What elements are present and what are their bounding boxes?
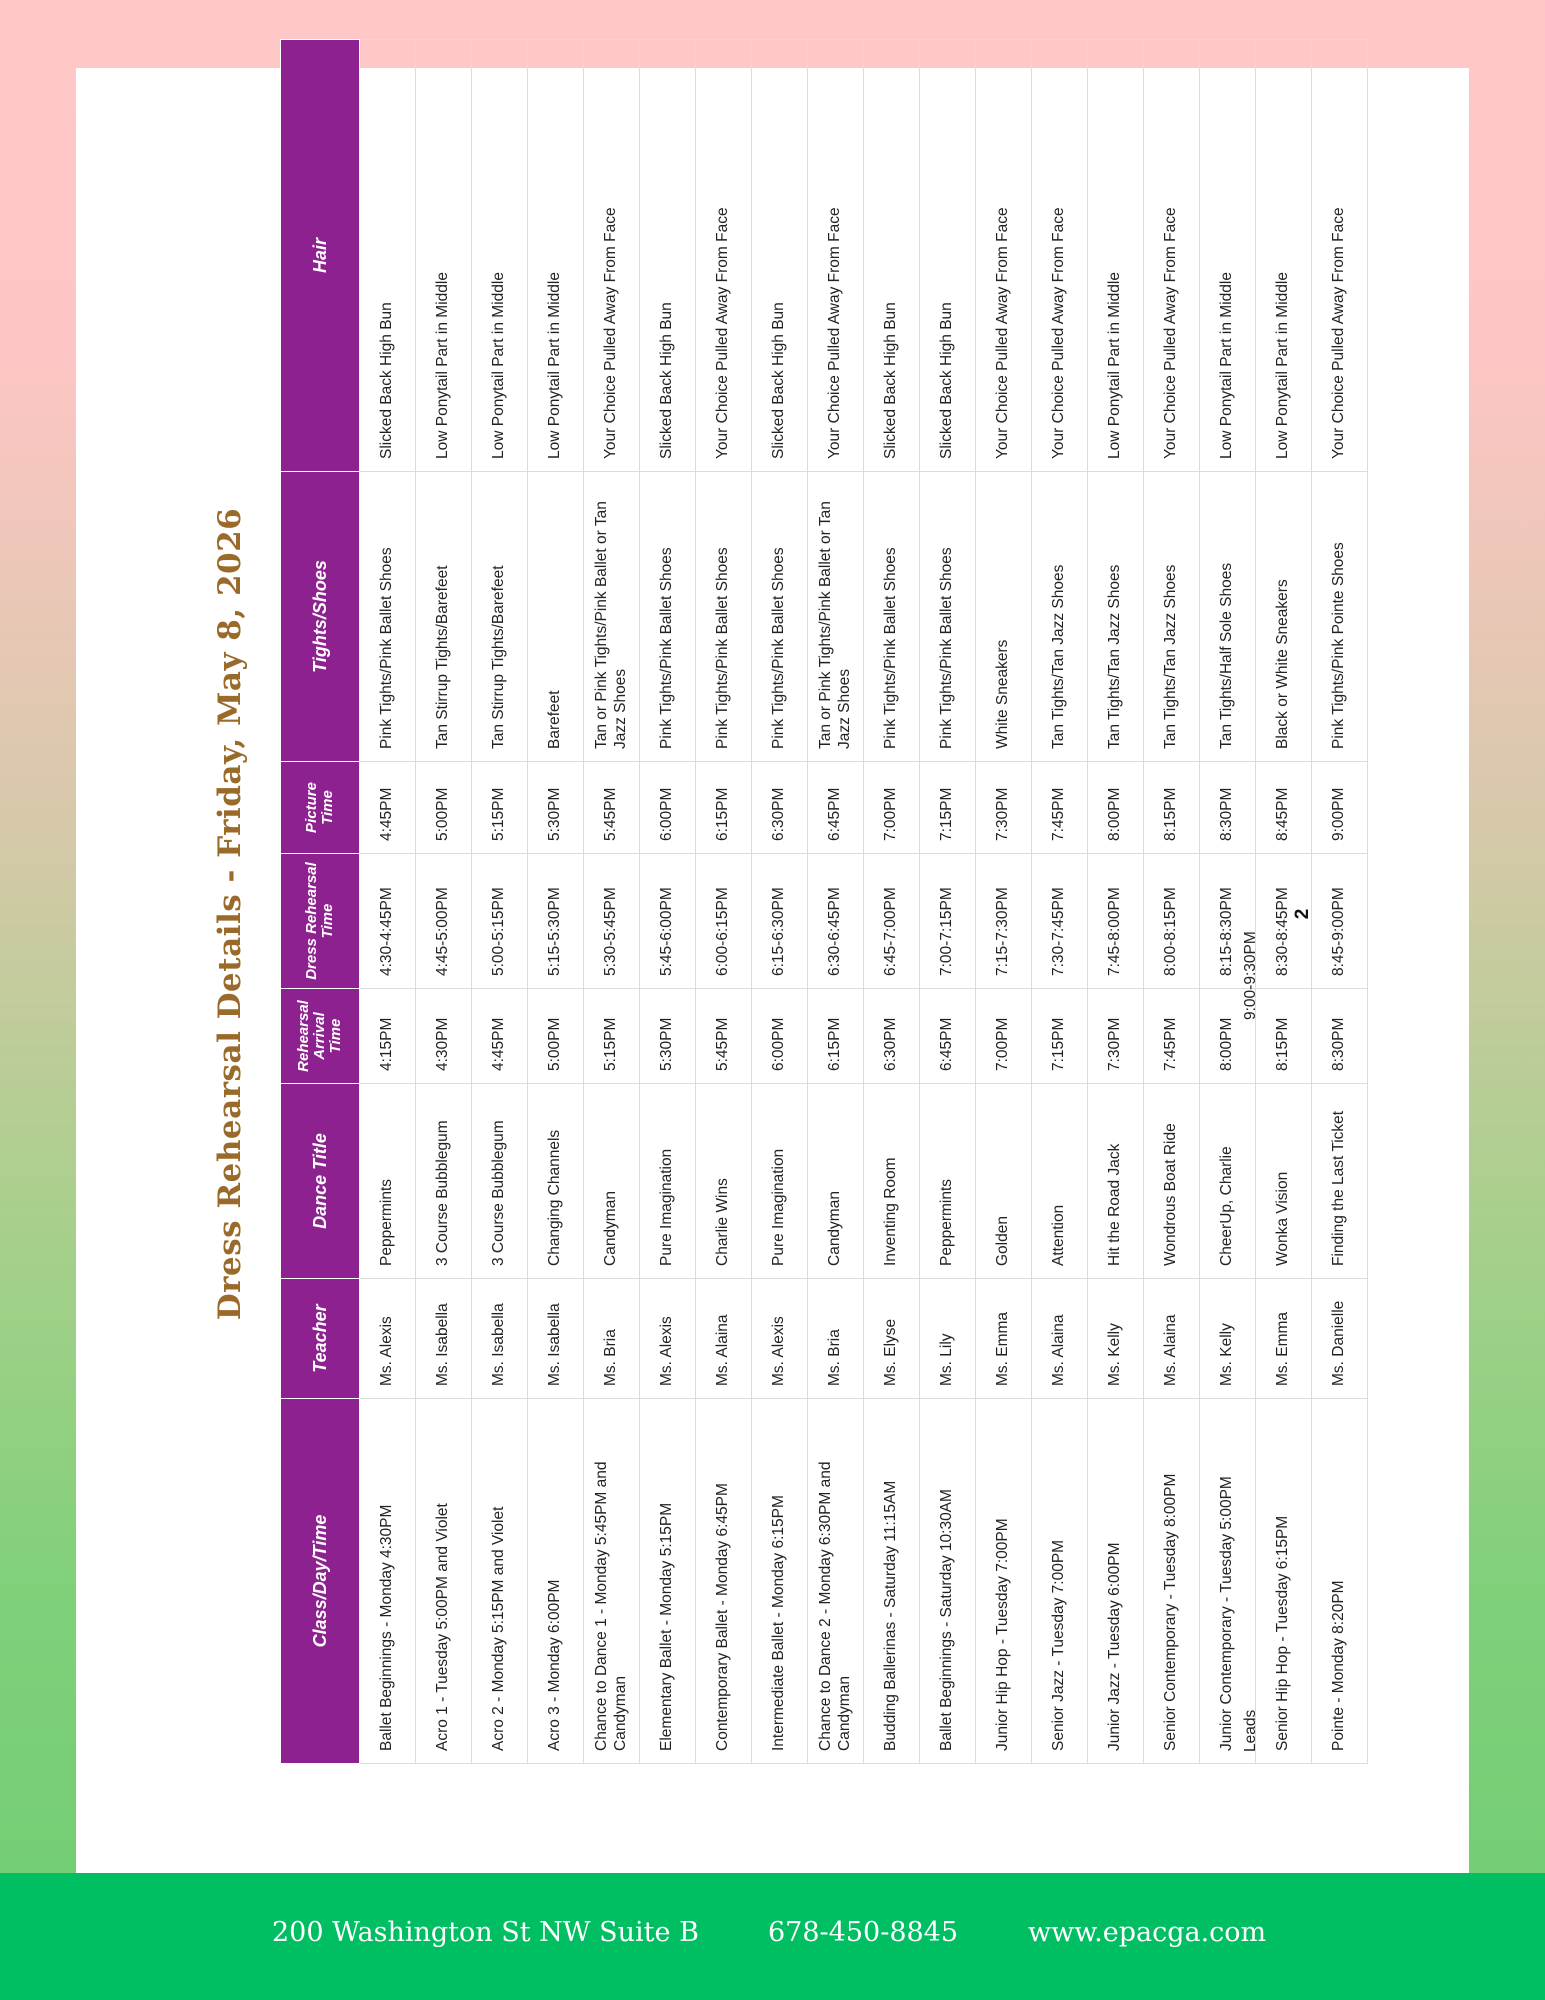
- table-row: [1144, 40, 1200, 1764]
- table-cell: Ms. Isabella: [472, 1279, 528, 1399]
- table-cell: 5:30PM: [640, 989, 696, 1084]
- table-cell: 8:30PM: [1200, 762, 1256, 854]
- table-cell: White Sneakers: [976, 472, 1032, 762]
- table-cell: Acro 1 - Tuesday 5:00PM and Violet: [416, 1399, 472, 1764]
- table-cell: 6:30PM: [752, 762, 808, 854]
- footer-address: 200 Washington St NW Suite B: [272, 1917, 699, 1948]
- table-cell: Wonka Vision: [1256, 1084, 1312, 1279]
- table-cell: Budding Ballerinas - Saturday 11:15AM: [864, 1399, 920, 1764]
- table-cell: Ballet Beginnings - Monday 4:30PM: [360, 1399, 416, 1764]
- table-cell: Acro 2 - Monday 5:15PM and Violet: [472, 1399, 528, 1764]
- table-cell: 5:30-5:45PM: [584, 854, 640, 989]
- table-cell: 8:00PM: [1200, 989, 1256, 1084]
- table-cell: Pointe - Monday 8:20PM: [1312, 1399, 1368, 1764]
- table-cell: 7:00PM: [864, 762, 920, 854]
- table-cell: 6:45PM: [808, 762, 864, 854]
- table-cell: Pink Tights/Pink Pointe Shoes: [1312, 472, 1368, 762]
- table-cell: Elementary Ballet - Monday 5:15PM: [640, 1399, 696, 1764]
- table-cell: Chance to Dance 1 - Monday 5:45PM and Candyman: [584, 1399, 640, 1764]
- table-cell: Tan Tights/Half Sole Shoes: [1200, 472, 1256, 762]
- table-cell: Your Choice Pulled Away From Face: [976, 40, 1032, 472]
- table-cell: 3 Course Bubblegum: [416, 1084, 472, 1279]
- table-cell: 5:00PM: [416, 762, 472, 854]
- table-cell: Pink Tights/Pink Ballet Shoes: [864, 472, 920, 762]
- table-cell: Slicked Back High Bun: [920, 40, 976, 472]
- table-cell: Ms. Alexis: [752, 1279, 808, 1399]
- table-row: [472, 40, 528, 1764]
- table-cell: 7:30PM: [1088, 989, 1144, 1084]
- table-cell: Golden: [976, 1084, 1032, 1279]
- table-cell: 7:45PM: [1032, 762, 1088, 854]
- footer-phone: 678-450-8845: [768, 1917, 959, 1948]
- table-cell: Candyman: [808, 1084, 864, 1279]
- table-cell: Your Choice Pulled Away From Face: [1032, 40, 1088, 472]
- table-cell: Ms. Alexis: [360, 1279, 416, 1399]
- table-cell: Tan Stirrup Tights/Barefeet: [472, 472, 528, 762]
- table-cell: 4:15PM: [360, 989, 416, 1084]
- table-row: [920, 40, 976, 1764]
- table-row: [1200, 40, 1256, 1764]
- column-header: Picture Time: [281, 762, 360, 854]
- table-cell: Peppermints: [920, 1084, 976, 1279]
- table-cell: Ms. Bria: [584, 1279, 640, 1399]
- table-cell: 8:30PM: [1312, 989, 1368, 1084]
- table-cell: Changing Channels: [528, 1084, 584, 1279]
- page-number: 2: [1292, 908, 1313, 920]
- table-cell: Low Ponytail Part in Middle: [528, 40, 584, 472]
- table-row: [360, 40, 416, 1764]
- table-cell: Junior Jazz - Tuesday 6:00PM: [1088, 1399, 1144, 1764]
- table-cell: 8:45PM: [1256, 762, 1312, 854]
- table-cell: Tan Tights/Tan Jazz Shoes: [1088, 472, 1144, 762]
- table-cell: Your Choice Pulled Away From Face: [1312, 40, 1368, 472]
- column-header: Teacher: [281, 1279, 360, 1399]
- table-cell: Your Choice Pulled Away From Face: [1144, 40, 1200, 472]
- table-cell: 9:00PM: [1312, 762, 1368, 854]
- table-cell: 7:30PM: [976, 762, 1032, 854]
- table-cell: 8:15PM: [1144, 762, 1200, 854]
- table-cell: Ms. Emma: [976, 1279, 1032, 1399]
- table-cell: Charlie Wins: [696, 1084, 752, 1279]
- table-cell: Tan Tights/Tan Jazz Shoes: [1144, 472, 1200, 762]
- table-cell: Pink Tights/Pink Ballet Shoes: [920, 472, 976, 762]
- table-cell: 8:00PM: [1088, 762, 1144, 854]
- table-cell: 7:00PM: [976, 989, 1032, 1084]
- document-page: [76, 68, 1469, 1873]
- table-cell: Ms. Elyse: [864, 1279, 920, 1399]
- table-cell: Slicked Back High Bun: [864, 40, 920, 472]
- table-row: [1032, 40, 1088, 1764]
- table-cell: 6:45PM: [920, 989, 976, 1084]
- table-cell: Ms. Alaina: [1032, 1279, 1088, 1399]
- table-cell: 5:45-6:00PM: [640, 854, 696, 989]
- table-row: [528, 40, 584, 1764]
- table-cell: 5:45PM: [696, 989, 752, 1084]
- leads-time: 9:00-9:30PM: [1242, 931, 1259, 1020]
- table-cell: 7:45PM: [1144, 989, 1200, 1084]
- header-row: [281, 40, 360, 1764]
- table-cell: Pink Tights/Pink Ballet Shoes: [696, 472, 752, 762]
- table-cell: Junior Contemporary - Tuesday 5:00PM: [1200, 1399, 1256, 1764]
- table-cell: 7:45-8:00PM: [1088, 854, 1144, 989]
- table-cell: 6:00-6:15PM: [696, 854, 752, 989]
- table-row: [808, 40, 864, 1764]
- table-cell: 4:45PM: [360, 762, 416, 854]
- table-cell: Low Ponytail Part in Middle: [1088, 40, 1144, 472]
- table-cell: 7:15PM: [920, 762, 976, 854]
- table-cell: Peppermints: [360, 1084, 416, 1279]
- table-cell: Black or White Sneakers: [1256, 472, 1312, 762]
- table-cell: Your Choice Pulled Away From Face: [808, 40, 864, 472]
- table-cell: Slicked Back High Bun: [360, 40, 416, 472]
- table-cell: Ms. Kelly: [1200, 1279, 1256, 1399]
- table-cell: Junior Hip Hop - Tuesday 7:00PM: [976, 1399, 1032, 1764]
- table-cell: Ms. Danielle: [1312, 1279, 1368, 1399]
- table-cell: 8:15-8:30PM: [1200, 854, 1256, 989]
- leads-label: Leads: [1242, 1709, 1259, 1752]
- table-cell: Candyman: [584, 1084, 640, 1279]
- table-cell: 5:30PM: [528, 762, 584, 854]
- table-row: [416, 40, 472, 1764]
- table-cell: Senior Jazz - Tuesday 7:00PM: [1032, 1399, 1088, 1764]
- table-cell: Senior Hip Hop - Tuesday 6:15PM: [1256, 1399, 1312, 1764]
- table-cell: 8:15PM: [1256, 989, 1312, 1084]
- table-cell: Ms. Kelly: [1088, 1279, 1144, 1399]
- table-cell: Intermediate Ballet - Monday 6:15PM: [752, 1399, 808, 1764]
- table-cell: Ballet Beginnings - Saturday 10:30AM: [920, 1399, 976, 1764]
- table-row: [752, 40, 808, 1764]
- table-cell: Your Choice Pulled Away From Face: [696, 40, 752, 472]
- table-cell: Tan or Pink Tights/Pink Ballet or Tan Jazz Shoes: [584, 472, 640, 762]
- table-row: [584, 40, 640, 1764]
- table-cell: Slicked Back High Bun: [640, 40, 696, 472]
- table-cell: Acro 3 - Monday 6:00PM: [528, 1399, 584, 1764]
- table-cell: Low Ponytail Part in Middle: [416, 40, 472, 472]
- table-cell: 5:15PM: [472, 762, 528, 854]
- table-row: [976, 40, 1032, 1764]
- table-cell: Tan Tights/Tan Jazz Shoes: [1032, 472, 1088, 762]
- table-cell: Ms. Bria: [808, 1279, 864, 1399]
- table-cell: CheerUp, Charlie: [1200, 1084, 1256, 1279]
- table-cell: 6:00PM: [640, 762, 696, 854]
- table-cell: 5:00PM: [528, 989, 584, 1084]
- column-header: Rehearsal Arrival Time: [281, 989, 360, 1084]
- table-cell: Inventing Room: [864, 1084, 920, 1279]
- rotated-content: [192, 14, 1392, 1814]
- table-cell: Tan or Pink Tights/Pink Ballet or Tan Jazz Shoes: [808, 472, 864, 762]
- table-cell: Low Ponytail Part in Middle: [1256, 40, 1312, 472]
- table-cell: 6:00PM: [752, 989, 808, 1084]
- table-cell: Chance to Dance 2 - Monday 6:30PM and Candyman: [808, 1399, 864, 1764]
- table-cell: Ms. Alaina: [1144, 1279, 1200, 1399]
- table-cell: 4:30-4:45PM: [360, 854, 416, 989]
- table-cell: 5:00-5:15PM: [472, 854, 528, 989]
- table-cell: 4:45-5:00PM: [416, 854, 472, 989]
- table-cell: Pink Tights/Pink Ballet Shoes: [752, 472, 808, 762]
- table-cell: Ms. Lily: [920, 1279, 976, 1399]
- table-cell: 6:15PM: [696, 762, 752, 854]
- column-header: Hair: [281, 40, 360, 472]
- table-cell: 8:00-8:15PM: [1144, 854, 1200, 989]
- column-header: Dress Rehearsal Time: [281, 854, 360, 989]
- table-cell: 8:30-8:45PM: [1256, 854, 1312, 989]
- table-cell: 7:15-7:30PM: [976, 854, 1032, 989]
- table-row: [1312, 40, 1368, 1764]
- table-row: [696, 40, 752, 1764]
- table-cell: Pink Tights/Pink Ballet Shoes: [640, 472, 696, 762]
- table-cell: 6:15-6:30PM: [752, 854, 808, 989]
- document-title: Dress Rehearsal Details - Friday, May 8, 2026: [212, 507, 248, 1321]
- table-cell: Senior Contemporary - Tuesday 8:00PM: [1144, 1399, 1200, 1764]
- table-cell: Pure Imagination: [752, 1084, 808, 1279]
- table-cell: Ms. Isabella: [416, 1279, 472, 1399]
- table-cell: 5:45PM: [584, 762, 640, 854]
- table-cell: Ms. Isabella: [528, 1279, 584, 1399]
- table-cell: Contemporary Ballet - Monday 6:45PM: [696, 1399, 752, 1764]
- table-cell: 7:15PM: [1032, 989, 1088, 1084]
- table-cell: Low Ponytail Part in Middle: [472, 40, 528, 472]
- table-cell: 6:45-7:00PM: [864, 854, 920, 989]
- footer-bar: [0, 1873, 1545, 2000]
- table-cell: Pink Tights/Pink Ballet Shoes: [360, 472, 416, 762]
- table-cell: 6:15PM: [808, 989, 864, 1084]
- footer-website: www.epacga.com: [1028, 1917, 1267, 1948]
- table-cell: Attention: [1032, 1084, 1088, 1279]
- table-cell: 7:00-7:15PM: [920, 854, 976, 989]
- column-header: Class/Day/Time: [281, 1399, 360, 1764]
- table-cell: Barefeet: [528, 472, 584, 762]
- table-cell: Ms. Alaina: [696, 1279, 752, 1399]
- table-cell: Slicked Back High Bun: [752, 40, 808, 472]
- table-cell: 3 Course Bubblegum: [472, 1084, 528, 1279]
- table-cell: Ms. Emma: [1256, 1279, 1312, 1399]
- table-cell: 4:45PM: [472, 989, 528, 1084]
- table-cell: 8:45-9:00PM: [1312, 854, 1368, 989]
- table-cell: 7:30-7:45PM: [1032, 854, 1088, 989]
- table-cell: Finding the Last Ticket: [1312, 1084, 1368, 1279]
- table-cell: 4:30PM: [416, 989, 472, 1084]
- table-row: [864, 40, 920, 1764]
- table-cell: 5:15PM: [584, 989, 640, 1084]
- table-cell: Your Choice Pulled Away From Face: [584, 40, 640, 472]
- column-header: Tights/Shoes: [281, 472, 360, 762]
- table-cell: Ms. Alexis: [640, 1279, 696, 1399]
- table-cell: Wondrous Boat Ride: [1144, 1084, 1200, 1279]
- table-cell: Tan Stirrup Tights/Barefeet: [416, 472, 472, 762]
- table-cell: 6:30-6:45PM: [808, 854, 864, 989]
- table-cell: Low Ponytail Part in Middle: [1200, 40, 1256, 472]
- table-row: [1088, 40, 1144, 1764]
- table-row: [640, 40, 696, 1764]
- table-cell: Pure Imagination: [640, 1084, 696, 1279]
- table-cell: 6:30PM: [864, 989, 920, 1084]
- column-header: Dance Title: [281, 1084, 360, 1279]
- table-cell: Hit the Road Jack: [1088, 1084, 1144, 1279]
- table-cell: 5:15-5:30PM: [528, 854, 584, 989]
- rehearsal-schedule-table: [280, 39, 1368, 1764]
